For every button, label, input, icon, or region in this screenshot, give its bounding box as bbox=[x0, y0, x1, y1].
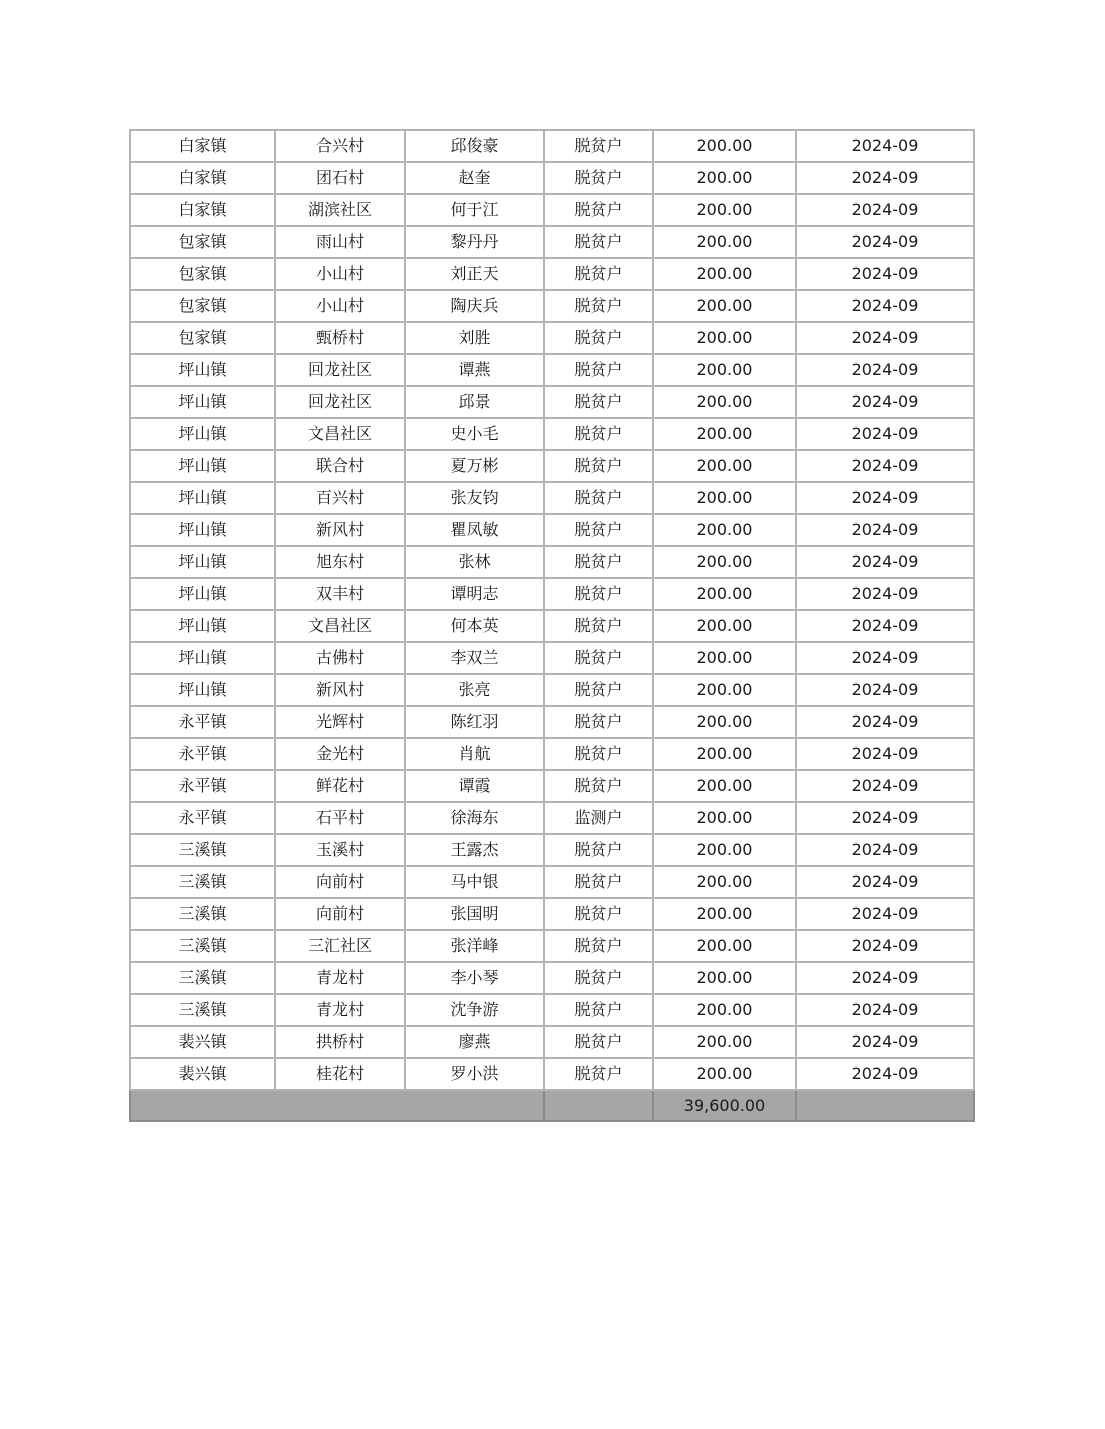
town-cell: 坪山镇 bbox=[130, 610, 275, 642]
amount-cell: 200.00 bbox=[653, 194, 796, 226]
table-row bbox=[130, 386, 974, 418]
village-cell: 金光村 bbox=[275, 738, 405, 770]
name-cell: 张国明 bbox=[405, 898, 544, 930]
household-type-cell: 脱贫户 bbox=[544, 930, 653, 962]
town-cell: 白家镇 bbox=[130, 162, 275, 194]
period-cell: 2024-09 bbox=[796, 610, 974, 642]
name-cell: 王露杰 bbox=[405, 834, 544, 866]
amount-cell: 200.00 bbox=[653, 1026, 796, 1058]
amount-cell: 200.00 bbox=[653, 866, 796, 898]
town-cell: 坪山镇 bbox=[130, 514, 275, 546]
town-cell: 包家镇 bbox=[130, 258, 275, 290]
household-type-cell: 脱贫户 bbox=[544, 770, 653, 802]
household-type-cell: 脱贫户 bbox=[544, 674, 653, 706]
town-cell: 三溪镇 bbox=[130, 834, 275, 866]
name-cell: 黎丹丹 bbox=[405, 226, 544, 258]
table-row bbox=[130, 290, 974, 322]
name-cell: 张友钧 bbox=[405, 482, 544, 514]
village-cell: 小山村 bbox=[275, 258, 405, 290]
village-cell: 联合村 bbox=[275, 450, 405, 482]
period-cell: 2024-09 bbox=[796, 962, 974, 994]
table-row bbox=[130, 642, 974, 674]
period-cell: 2024-09 bbox=[796, 130, 974, 162]
table-row bbox=[130, 674, 974, 706]
village-cell: 双丰村 bbox=[275, 578, 405, 610]
period-cell: 2024-09 bbox=[796, 290, 974, 322]
household-type-cell: 脱贫户 bbox=[544, 610, 653, 642]
period-cell: 2024-09 bbox=[796, 450, 974, 482]
period-cell: 2024-09 bbox=[796, 866, 974, 898]
household-type-cell: 脱贫户 bbox=[544, 162, 653, 194]
village-cell: 光辉村 bbox=[275, 706, 405, 738]
village-cell: 文昌社区 bbox=[275, 418, 405, 450]
village-cell: 青龙村 bbox=[275, 994, 405, 1026]
village-cell: 青龙村 bbox=[275, 962, 405, 994]
period-cell: 2024-09 bbox=[796, 1026, 974, 1058]
period-cell: 2024-09 bbox=[796, 482, 974, 514]
table-row bbox=[130, 834, 974, 866]
period-cell: 2024-09 bbox=[796, 258, 974, 290]
household-type-cell: 监测户 bbox=[544, 802, 653, 834]
period-cell: 2024-09 bbox=[796, 322, 974, 354]
village-cell: 回龙社区 bbox=[275, 386, 405, 418]
name-cell: 陈红羽 bbox=[405, 706, 544, 738]
name-cell: 瞿凤敏 bbox=[405, 514, 544, 546]
period-cell: 2024-09 bbox=[796, 354, 974, 386]
town-cell: 三溪镇 bbox=[130, 866, 275, 898]
name-cell: 谭霞 bbox=[405, 770, 544, 802]
town-cell: 坪山镇 bbox=[130, 354, 275, 386]
table-row bbox=[130, 994, 974, 1026]
name-cell: 廖燕 bbox=[405, 1026, 544, 1058]
name-cell: 肖航 bbox=[405, 738, 544, 770]
household-type-cell: 脱贫户 bbox=[544, 226, 653, 258]
name-cell: 张亮 bbox=[405, 674, 544, 706]
table-row bbox=[130, 450, 974, 482]
period-cell: 2024-09 bbox=[796, 930, 974, 962]
town-cell: 坪山镇 bbox=[130, 386, 275, 418]
period-cell: 2024-09 bbox=[796, 738, 974, 770]
table-row bbox=[130, 578, 974, 610]
amount-cell: 200.00 bbox=[653, 770, 796, 802]
amount-cell: 200.00 bbox=[653, 386, 796, 418]
period-cell: 2024-09 bbox=[796, 706, 974, 738]
household-type-cell: 脱贫户 bbox=[544, 866, 653, 898]
period-cell: 2024-09 bbox=[796, 802, 974, 834]
name-cell: 何本英 bbox=[405, 610, 544, 642]
table-row bbox=[130, 706, 974, 738]
village-cell: 团石村 bbox=[275, 162, 405, 194]
town-cell: 白家镇 bbox=[130, 194, 275, 226]
amount-cell: 200.00 bbox=[653, 258, 796, 290]
period-cell: 2024-09 bbox=[796, 674, 974, 706]
period-cell: 2024-09 bbox=[796, 162, 974, 194]
name-cell: 李小琴 bbox=[405, 962, 544, 994]
amount-cell: 200.00 bbox=[653, 162, 796, 194]
amount-cell: 200.00 bbox=[653, 322, 796, 354]
subsidy-table bbox=[129, 129, 975, 1122]
table-row bbox=[130, 322, 974, 354]
town-cell: 包家镇 bbox=[130, 226, 275, 258]
household-type-cell: 脱贫户 bbox=[544, 450, 653, 482]
name-cell: 李双兰 bbox=[405, 642, 544, 674]
table-row bbox=[130, 962, 974, 994]
period-cell: 2024-09 bbox=[796, 514, 974, 546]
name-cell: 张洋峰 bbox=[405, 930, 544, 962]
name-cell: 谭明志 bbox=[405, 578, 544, 610]
household-type-cell: 脱贫户 bbox=[544, 418, 653, 450]
amount-cell: 200.00 bbox=[653, 1058, 796, 1090]
table-row bbox=[130, 1026, 974, 1058]
table-row bbox=[130, 770, 974, 802]
amount-cell: 200.00 bbox=[653, 130, 796, 162]
household-type-cell: 脱贫户 bbox=[544, 130, 653, 162]
village-cell: 鲜花村 bbox=[275, 770, 405, 802]
village-cell: 石平村 bbox=[275, 802, 405, 834]
town-cell: 白家镇 bbox=[130, 130, 275, 162]
town-cell: 永平镇 bbox=[130, 706, 275, 738]
town-cell: 坪山镇 bbox=[130, 546, 275, 578]
name-cell: 罗小洪 bbox=[405, 1058, 544, 1090]
table-row bbox=[130, 130, 974, 162]
name-cell: 谭燕 bbox=[405, 354, 544, 386]
table-row bbox=[130, 802, 974, 834]
table-row bbox=[130, 930, 974, 962]
household-type-cell: 脱贫户 bbox=[544, 194, 653, 226]
town-cell: 三溪镇 bbox=[130, 994, 275, 1026]
village-cell: 拱桥村 bbox=[275, 1026, 405, 1058]
village-cell: 湖滨社区 bbox=[275, 194, 405, 226]
town-cell: 坪山镇 bbox=[130, 674, 275, 706]
village-cell: 向前村 bbox=[275, 866, 405, 898]
household-type-cell: 脱贫户 bbox=[544, 386, 653, 418]
village-cell: 回龙社区 bbox=[275, 354, 405, 386]
household-type-cell: 脱贫户 bbox=[544, 290, 653, 322]
town-cell: 三溪镇 bbox=[130, 962, 275, 994]
amount-cell: 200.00 bbox=[653, 482, 796, 514]
table-row bbox=[130, 866, 974, 898]
table-row bbox=[130, 162, 974, 194]
town-cell: 裴兴镇 bbox=[130, 1058, 275, 1090]
town-cell: 包家镇 bbox=[130, 322, 275, 354]
name-cell: 陶庆兵 bbox=[405, 290, 544, 322]
village-cell: 百兴村 bbox=[275, 482, 405, 514]
name-cell: 夏万彬 bbox=[405, 450, 544, 482]
town-cell: 裴兴镇 bbox=[130, 1026, 275, 1058]
town-cell: 永平镇 bbox=[130, 802, 275, 834]
name-cell: 刘胜 bbox=[405, 322, 544, 354]
village-cell: 桂花村 bbox=[275, 1058, 405, 1090]
village-cell: 旭东村 bbox=[275, 546, 405, 578]
household-type-cell: 脱贫户 bbox=[544, 642, 653, 674]
household-type-cell: 脱贫户 bbox=[544, 962, 653, 994]
amount-cell: 200.00 bbox=[653, 578, 796, 610]
household-type-cell: 脱贫户 bbox=[544, 1058, 653, 1090]
town-cell: 永平镇 bbox=[130, 770, 275, 802]
table-row bbox=[130, 354, 974, 386]
village-cell: 雨山村 bbox=[275, 226, 405, 258]
amount-cell: 200.00 bbox=[653, 610, 796, 642]
period-cell: 2024-09 bbox=[796, 770, 974, 802]
total-label-cell bbox=[130, 1090, 544, 1121]
table-row bbox=[130, 898, 974, 930]
name-cell: 张林 bbox=[405, 546, 544, 578]
household-type-cell: 脱贫户 bbox=[544, 322, 653, 354]
amount-cell: 200.00 bbox=[653, 514, 796, 546]
household-type-cell: 脱贫户 bbox=[544, 834, 653, 866]
town-cell: 永平镇 bbox=[130, 738, 275, 770]
period-cell: 2024-09 bbox=[796, 418, 974, 450]
period-cell: 2024-09 bbox=[796, 1058, 974, 1090]
village-cell: 三汇社区 bbox=[275, 930, 405, 962]
amount-cell: 200.00 bbox=[653, 898, 796, 930]
total-period-cell bbox=[796, 1090, 974, 1121]
table-body bbox=[130, 130, 974, 1121]
amount-cell: 200.00 bbox=[653, 290, 796, 322]
household-type-cell: 脱贫户 bbox=[544, 258, 653, 290]
town-cell: 包家镇 bbox=[130, 290, 275, 322]
village-cell: 合兴村 bbox=[275, 130, 405, 162]
name-cell: 沈争游 bbox=[405, 994, 544, 1026]
household-type-cell: 脱贫户 bbox=[544, 706, 653, 738]
total-type-cell bbox=[544, 1090, 653, 1121]
period-cell: 2024-09 bbox=[796, 226, 974, 258]
town-cell: 坪山镇 bbox=[130, 482, 275, 514]
table-row bbox=[130, 738, 974, 770]
amount-cell: 200.00 bbox=[653, 962, 796, 994]
village-cell: 文昌社区 bbox=[275, 610, 405, 642]
amount-cell: 200.00 bbox=[653, 450, 796, 482]
table-row bbox=[130, 418, 974, 450]
period-cell: 2024-09 bbox=[796, 834, 974, 866]
household-type-cell: 脱贫户 bbox=[544, 738, 653, 770]
village-cell: 新风村 bbox=[275, 674, 405, 706]
period-cell: 2024-09 bbox=[796, 194, 974, 226]
village-cell: 新风村 bbox=[275, 514, 405, 546]
household-type-cell: 脱贫户 bbox=[544, 578, 653, 610]
period-cell: 2024-09 bbox=[796, 994, 974, 1026]
period-cell: 2024-09 bbox=[796, 898, 974, 930]
table-row bbox=[130, 1058, 974, 1090]
town-cell: 坪山镇 bbox=[130, 450, 275, 482]
village-cell: 玉溪村 bbox=[275, 834, 405, 866]
table-row bbox=[130, 514, 974, 546]
village-cell: 小山村 bbox=[275, 290, 405, 322]
amount-cell: 200.00 bbox=[653, 834, 796, 866]
amount-cell: 200.00 bbox=[653, 418, 796, 450]
household-type-cell: 脱贫户 bbox=[544, 546, 653, 578]
household-type-cell: 脱贫户 bbox=[544, 482, 653, 514]
household-type-cell: 脱贫户 bbox=[544, 898, 653, 930]
amount-cell: 200.00 bbox=[653, 802, 796, 834]
village-cell: 甄桥村 bbox=[275, 322, 405, 354]
table-row bbox=[130, 546, 974, 578]
table-row bbox=[130, 610, 974, 642]
name-cell: 刘正天 bbox=[405, 258, 544, 290]
name-cell: 何于江 bbox=[405, 194, 544, 226]
table-row bbox=[130, 482, 974, 514]
town-cell: 坪山镇 bbox=[130, 642, 275, 674]
village-cell: 向前村 bbox=[275, 898, 405, 930]
amount-cell: 200.00 bbox=[653, 354, 796, 386]
amount-cell: 200.00 bbox=[653, 546, 796, 578]
household-type-cell: 脱贫户 bbox=[544, 1026, 653, 1058]
period-cell: 2024-09 bbox=[796, 578, 974, 610]
period-cell: 2024-09 bbox=[796, 642, 974, 674]
name-cell: 徐海东 bbox=[405, 802, 544, 834]
town-cell: 坪山镇 bbox=[130, 418, 275, 450]
town-cell: 三溪镇 bbox=[130, 898, 275, 930]
name-cell: 赵奎 bbox=[405, 162, 544, 194]
name-cell: 邱俊豪 bbox=[405, 130, 544, 162]
name-cell: 马中银 bbox=[405, 866, 544, 898]
household-type-cell: 脱贫户 bbox=[544, 994, 653, 1026]
period-cell: 2024-09 bbox=[796, 546, 974, 578]
amount-cell: 200.00 bbox=[653, 994, 796, 1026]
amount-cell: 200.00 bbox=[653, 674, 796, 706]
household-type-cell: 脱贫户 bbox=[544, 514, 653, 546]
town-cell: 三溪镇 bbox=[130, 930, 275, 962]
name-cell: 史小毛 bbox=[405, 418, 544, 450]
table-row bbox=[130, 194, 974, 226]
total-row bbox=[130, 1090, 974, 1121]
village-cell: 古佛村 bbox=[275, 642, 405, 674]
amount-cell: 200.00 bbox=[653, 930, 796, 962]
amount-cell: 200.00 bbox=[653, 226, 796, 258]
town-cell: 坪山镇 bbox=[130, 578, 275, 610]
name-cell: 邱景 bbox=[405, 386, 544, 418]
household-type-cell: 脱贫户 bbox=[544, 354, 653, 386]
table-row bbox=[130, 226, 974, 258]
table-row bbox=[130, 258, 974, 290]
total-amount-cell: 39,600.00 bbox=[653, 1090, 796, 1121]
amount-cell: 200.00 bbox=[653, 706, 796, 738]
period-cell: 2024-09 bbox=[796, 386, 974, 418]
amount-cell: 200.00 bbox=[653, 738, 796, 770]
amount-cell: 200.00 bbox=[653, 642, 796, 674]
